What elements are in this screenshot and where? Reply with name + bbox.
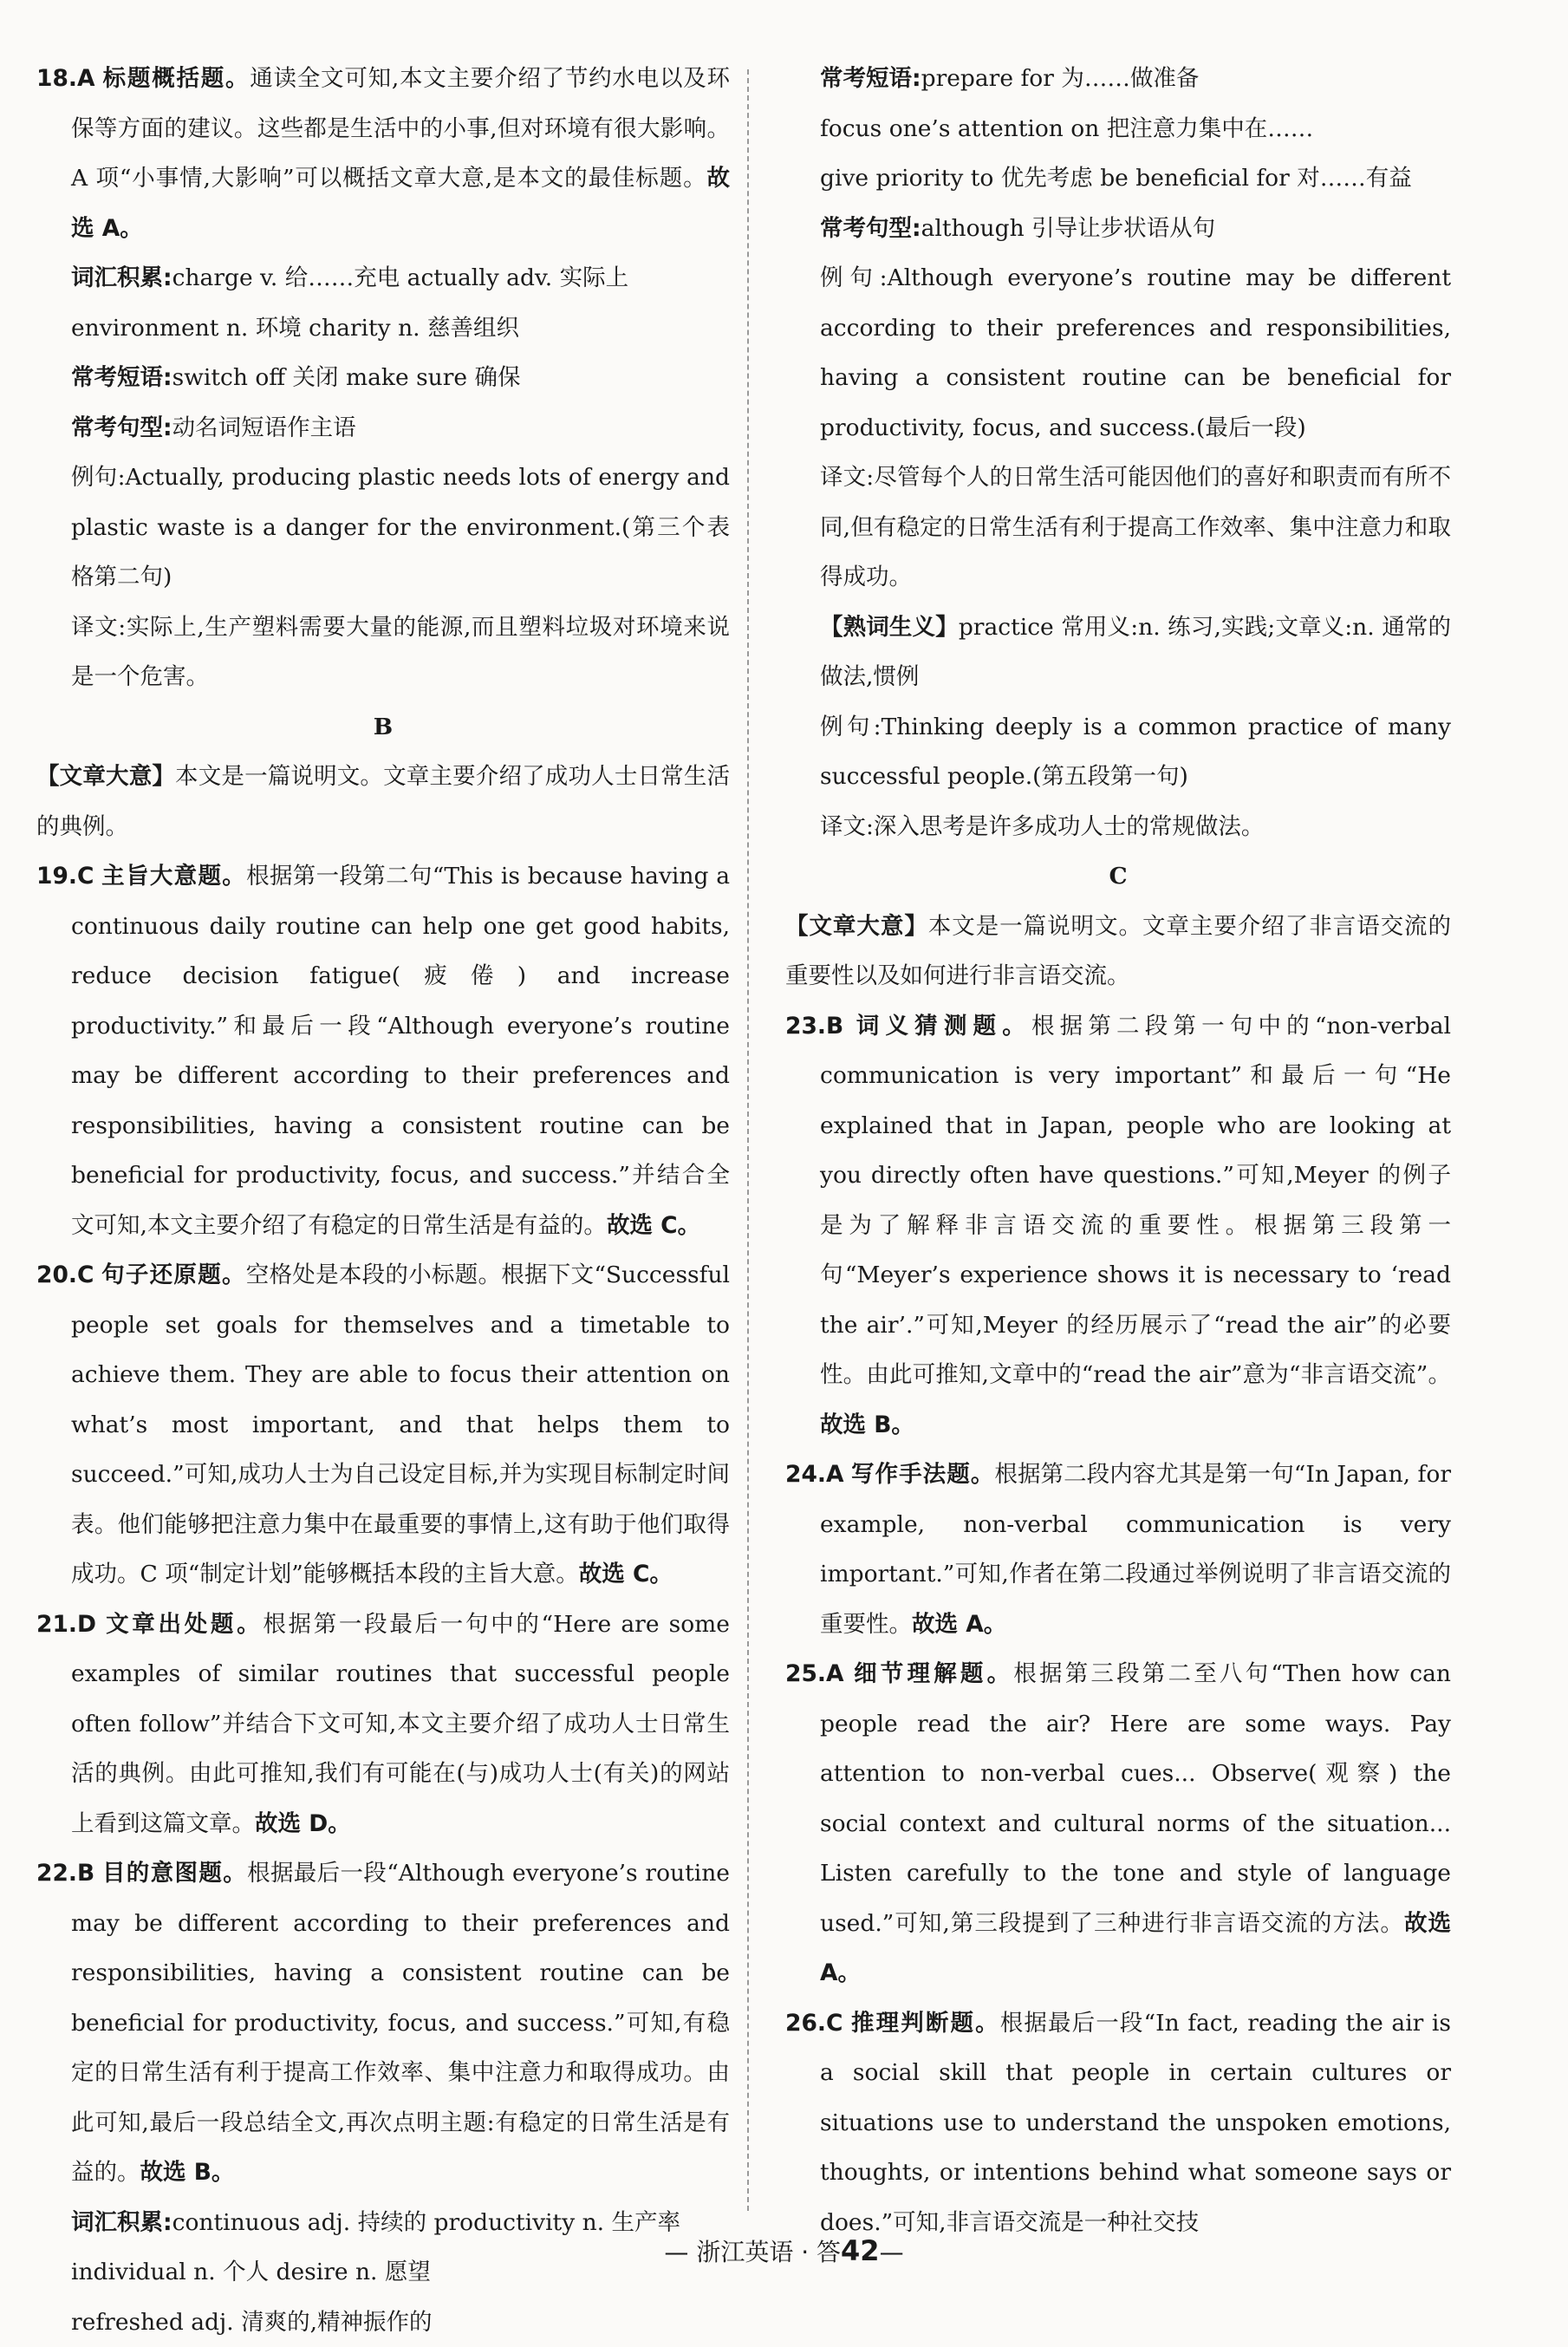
phrase-line: focus one’s attention on 把注意力集中在…… (785, 104, 1451, 154)
translation: 译文:深入思考是许多成功人士的常规做法。 (785, 802, 1451, 852)
example-sentence: 例句:Thinking deeply is a common practice of many successful people.(第五段第一句) (785, 702, 1451, 802)
vocab-block: 词汇积累:charge v. 给……充电 actually adv. 实际上 (36, 253, 730, 303)
phrase-block: 常考短语:switch off 关闭 make sure 确保 (36, 353, 730, 403)
answer-20: 20.C 句子还原题。空格处是本段的小标题。根据下文“Successful people set goals for themselves and a timetable to achieve them. They are able to focus their attention on what’s most important, and that helps them to succeed.”可知,成功人士为自己设定目标,并为实现目标制定时间表。他们能够把注意力集中在最重要的事情上,这有助于他们取得成功。C 项“制定计划”能够概括本段的主旨大意。故选 C。 (36, 1250, 730, 1600)
translation: 译文:实际上,生产塑料需要大量的能源,而且塑料垃圾对环境来说是一个危害。 (36, 603, 730, 702)
pattern-block-2: 常考句型:although 引导让步状语从句 (785, 204, 1451, 254)
column-divider (747, 69, 749, 2211)
section-heading-b: B (36, 702, 730, 753)
example-sentence: 例句:Although everyone’s routine may be different according to their preferences and responsibilities, having a consistent routine can be beneficial for productivity, focus, and success.(最后一段) (785, 253, 1451, 453)
article-summary-b: 【文章大意】本文是一篇说明文。文章主要介绍了成功人士日常生活的典例。 (36, 752, 730, 851)
answer-26: 26.C 推理判断题。根据最后一段“In fact, reading the air is a social skill that people in certain cultures or situations use to understand the unspoken emotions, thoughts, or intentions behind what someone says or does.”可知,非言语交流是一种社交技 (785, 1998, 1451, 2248)
answer-19: 19.C 主旨大意题。根据第一段第二句“This is because having a continuous daily routine can help one get good habits, reduce decision fatigue(疲倦) and increase productivity.”和最后一段“Although everyone’s routine may be different according to their preferences and responsibilities, having a consistent routine can be beneficial for productivity, focus, and success.”并结合全文可知,本文主要介绍了有稳定的日常生活是有益的。故选 C。 (36, 851, 730, 1250)
example-sentence: 例句:Actually, producing plastic needs lots of energy and plastic waste is a danger for the environment.(第三个表格第二句) (36, 453, 730, 603)
phrase-block-2: 常考短语:prepare for 为……做准备 (785, 54, 1451, 104)
left-column (36, 54, 730, 2347)
translation: 译文:尽管每个人的日常生活可能因他们的喜好和职责而有所不同,但有稳定的日常生活有利于提高工作效率、集中注意力和取得成功。 (785, 453, 1451, 603)
section-heading-c: C (785, 851, 1451, 902)
article-summary-c: 【文章大意】本文是一篇说明文。文章主要介绍了非言语交流的重要性以及如何进行非言语交流。 (785, 902, 1451, 1001)
footer-suffix: — (880, 2238, 904, 2266)
vocab-line: refreshed adj. 清爽的,精神振作的 (36, 2298, 730, 2347)
answer-23: 23.B 词义猜测题。根据第二段第一句中的“non-verbal communication is very important”和最后一句“He explained that in Japan, people who are looking at you directly often have questions.”可知,Meyer 的例子是为了解释非言语交流的重要性。根据第三段第一句“Meyer’s experience shows it is necessary to ‘read the air’.”可知,Meyer 的经历展示了“read the air”的必要性。由此可推知,文章中的“read the air”意为“非言语交流”。故选 B。 (785, 1001, 1451, 1451)
vocab-line: environment n. 环境 charity n. 慈善组织 (36, 303, 730, 354)
right-column (785, 54, 1451, 2247)
phrase-line: give priority to 优先考虑 be beneficial for 对……有益 (785, 153, 1451, 204)
pattern-block: 常考句型:动名词短语作主语 (36, 403, 730, 453)
answer-24: 24.A 写作手法题。根据第二段内容尤其是第一句“In Japan, for example, non-verbal communication is very important.”可知,作者在第二段通过举例说明了非言语交流的重要性。故选 A。 (785, 1450, 1451, 1649)
vocab-line: individual n. 个人 desire n. 愿望 (36, 2247, 730, 2298)
answer-21: 21.D 文章出处题。根据第一段最后一句中的“Here are some examples of similar routines that successful people often follow”并结合下文可知,本文主要介绍了成功人士日常生活的典例。由此可推知,我们有可能在(与)成功人士(有关)的网站上看到这篇文章。故选 D。 (36, 1600, 730, 1849)
vocab-block-2: 词汇积累:continuous adj. 持续的 productivity n. 生产率 (36, 2198, 730, 2248)
answer-25: 25.A 细节理解题。根据第三段第二至八句“Then how can people read the air? Here are some ways. Pay attention to non-verbal cues... Observe(观察) the social context and cultural norms of the situation... Listen carefully to the tone and style of language used.”可知,第三段提到了三种进行非言语交流的方法。故选 A。 (785, 1649, 1451, 1998)
page-number: 42 (841, 2234, 880, 2267)
answer-18: 18.A 标题概括题。通读全文可知,本文主要介绍了节约水电以及环保等方面的建议。这些都是生活中的小事,但对环境有很大影响。A 项“小事情,大影响”可以概括文章大意,是本文的最佳标题。故选 A。 (36, 54, 730, 253)
footer-label: — 浙江英语 · 答 (664, 2238, 841, 2266)
answer-22: 22.B 目的意图题。根据最后一段“Although everyone’s routine may be different according to their preferences and responsibilities, having a consistent routine can be beneficial for productivity, focus, and success.”可知,有稳定的日常生活有利于提高工作效率、集中注意力和取得成功。由此可知,最后一段总结全文,再次点明主题:有稳定的日常生活是有益的。故选 B。 (36, 1848, 730, 2198)
familiar-word-new-meaning: 【熟词生义】practice 常用义:n. 练习,实践;文章义:n. 通常的做法,惯例 (785, 603, 1451, 702)
page-footer (0, 2233, 1568, 2268)
